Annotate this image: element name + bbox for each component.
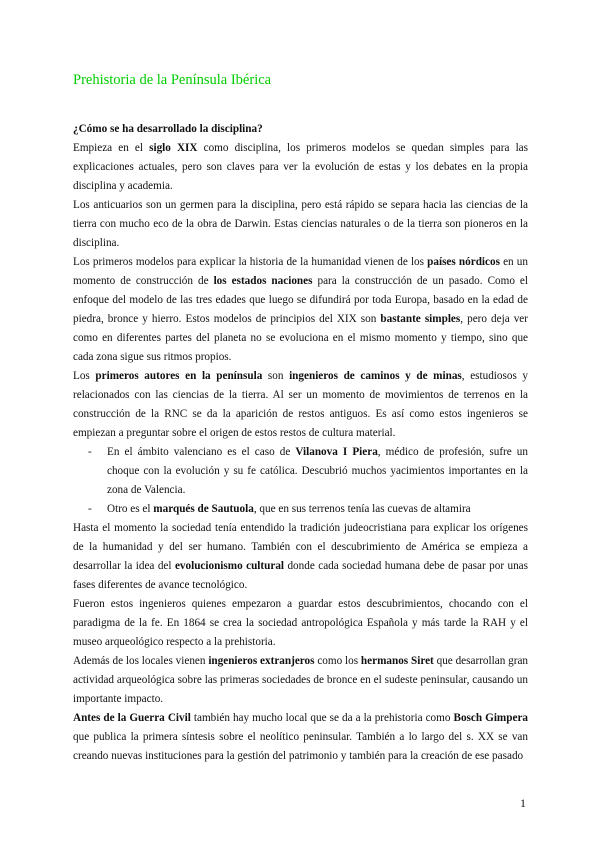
bold-term: Vilanova I Piera [295, 446, 378, 458]
document-body [73, 120, 528, 766]
paragraph-1: Empieza en el siglo XIX como disciplina, los primeros modelos se quedan simples para las explicaciones actuales, pero son claves para ver la evolución de estas y los debates en la propia disciplina y academia. [73, 142, 528, 192]
bold-term: Bosch Gimpera [453, 712, 528, 724]
paragraph-7: Además de los locales vienen ingenieros extranjeros como los hermanos Siret que desarrollan gran actividad arqueológica sobre las primeras sociedades de bronce en el sudeste peninsular, causando un importante impacto. [73, 655, 529, 705]
bold-term: hermanos Siret [360, 655, 434, 667]
bold-term: primeros autores en la península [95, 370, 263, 382]
paragraph-4: Los primeros autores en la península son ingenieros de caminos y de minas, estudiosos y relacionados con las ciencias de la tierra. Al ser un momento de movimientos de terrenos en la construcción de la RNC se da la aparición de restos antiguos. Es así como estos ingenieros se empiezan a preguntar sobre el origen de estos restos de cultura material. [73, 370, 529, 439]
bold-term: ingenieros extranjeros [208, 655, 315, 667]
paragraph-2: Los anticuarios son un germen para la disciplina, pero está rápido se separa hacia las ciencias de la tierra con mucho eco de la obra de Darwin. Estas ciencias naturales o de la tierra son pioneros en la disciplina. [73, 199, 528, 249]
dash-list [73, 443, 528, 519]
paragraph-8: Antes de la Guerra Civil también hay mucho local que se da a la prehistoria como Bosch Gimpera que publica la primera síntesis sobre el neolítico peninsular. También a lo largo del s. XX se van creando nuevas instituciones para la gestión del patrimonio y también para la creación de ese pasado [73, 712, 528, 762]
bold-term: bastante simples [380, 313, 461, 325]
bold-term: países nórdicos [427, 256, 500, 268]
list-item: - En el ámbito valenciano es el caso de Vilanova I Piera, médico de profesión, sufre un choque con la evolución y su fe católica. Descubrió muchos yacimientos importantes en la zona de Valencia. [107, 443, 528, 500]
bold-term: Antes de la Guerra Civil [73, 712, 191, 724]
bold-term: los estados naciones [213, 275, 313, 287]
document-title: Prehistoria de la Península Ibérica [73, 72, 272, 88]
bold-term: siglo XIX [149, 142, 198, 154]
paragraph-5: Hasta el momento la sociedad tenía entendido la tradición judeocristiana para explicar los orígenes de la humanidad y del ser humano. También con el descubrimiento de América se empieza a desarrollar la idea del evolucionismo cultural donde cada sociedad humana debe de pasar por unas fases diferentes de avance tecnológico. [73, 522, 528, 591]
section-heading: ¿Cómo se ha desarrollado la disciplina? [73, 123, 263, 135]
bold-term: ingenieros de caminos y de minas [289, 370, 462, 382]
bold-term: marqués de Sautuola [153, 503, 254, 515]
paragraph-3: Los primeros modelos para explicar la historia de la humanidad vienen de los países nórdicos en un momento de construcción de los estados naciones para la construcción de un pasado. Como el enfoque del modelo de las tres edades que luego se difundirá por toda Europa, basado en la edad de piedra, bronce y hierro. Estos modelos de principios del XIX son bastante simples, pero deja ver como en diferentes partes del planeta no se evoluciona en el mismo momento y tiempo, sino que cada zona sigue sus ritmos propios. [73, 256, 529, 363]
bold-term: evolucionismo cultural [174, 560, 285, 572]
list-item: - Otro es el marqués de Sautuola, que en sus terrenos tenía las cuevas de altamira [107, 500, 528, 519]
paragraph-6: Fueron estos ingenieros quienes empezaron a guardar estos descubrimientos, chocando con el paradigma de la fe. En 1864 se crea la sociedad antropológica Española y más tarde la RAH y el museo arqueológico respecto a la prehistoria. [73, 598, 528, 648]
page-number: 1 [520, 796, 526, 810]
